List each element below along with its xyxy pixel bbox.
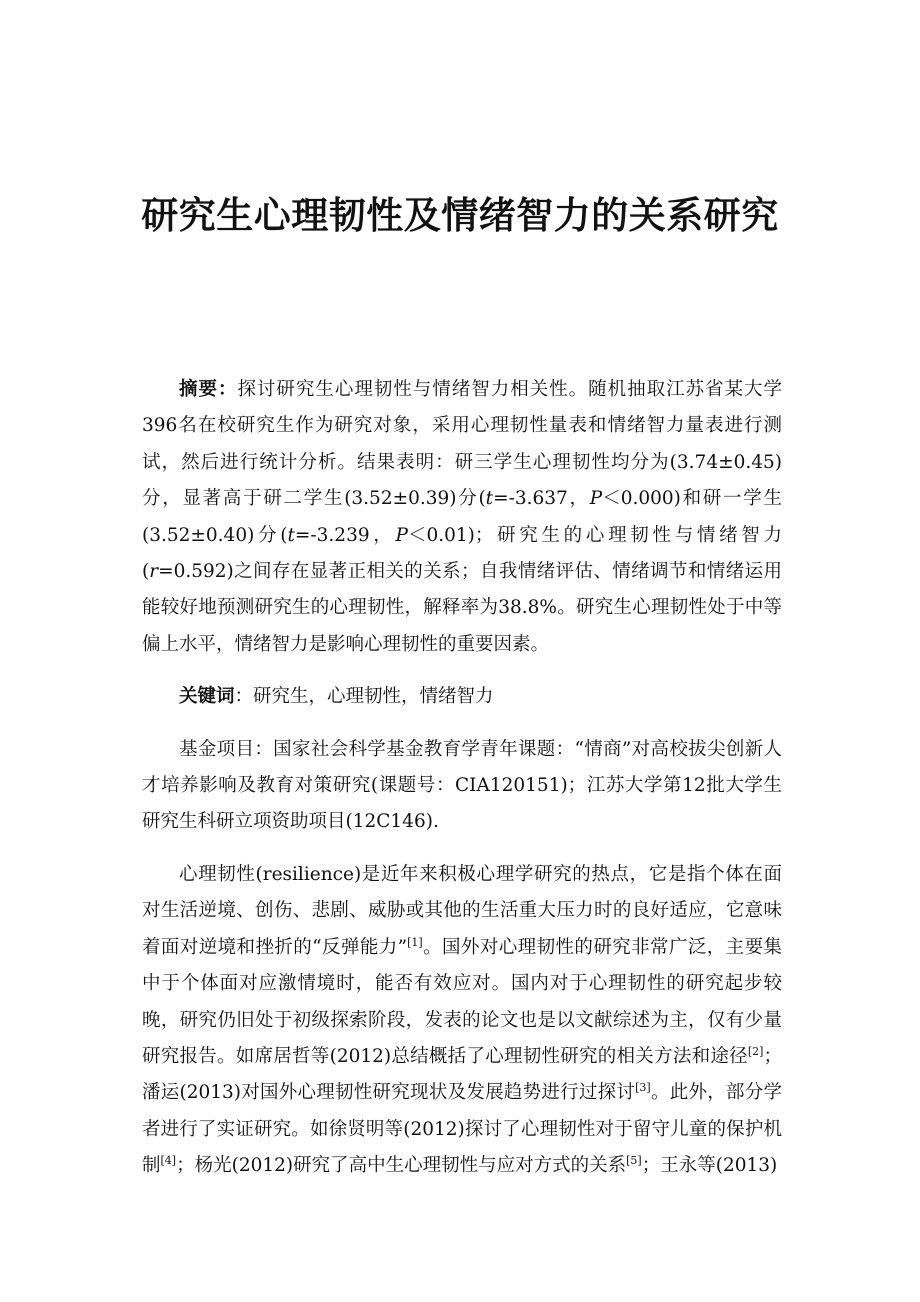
intro-text: ；潘运(2013)对国外心理韧性研究现状及发展趋势进行过探讨 bbox=[142, 1045, 782, 1104]
citation-ref: [3] bbox=[635, 1081, 651, 1095]
funding-paragraph: 基金项目：国家社会科学基金教育学青年课题：“情商”对高校拔尖创新人才培养影响及教育对策研究(课题号：CIA120151)；江苏大学第12批大学生研究生科研立项资助项目(12C146). bbox=[142, 738, 782, 833]
citation-ref: [5] bbox=[626, 1154, 642, 1168]
stat-symbol: P bbox=[395, 524, 408, 546]
keywords-paragraph bbox=[142, 679, 782, 715]
intro-text: ；杨光(2012)研究了高中生心理韧性与应对方式的关系 bbox=[176, 1155, 627, 1177]
abstract-paragraph bbox=[142, 372, 782, 663]
intro-text: 心理韧性(resilience)是近年来积极心理学研究的热点，它是指个体在面对生活逆境、创伤、悲剧、威胁或其他的生活重大压力时的良好适应，它意味着面对逆境和挫折的“反弹能力” bbox=[142, 863, 782, 958]
keywords-label: 关键词 bbox=[179, 686, 235, 708]
intro-paragraph bbox=[142, 857, 782, 1185]
citation-ref: [4] bbox=[160, 1154, 177, 1168]
intro-text: 。国外对心理韧性的研究非常广泛，主要集中于个体面对应激情境时，能否有效应对。国内对于心理韧性的研究起步较晚，研究仍旧处于初级探索阶段，发表的论文也是以文献综述为主，仅有少量研究报告。如席居哲等(2012)总结概括了心理韧性研究的相关方法和途径 bbox=[142, 936, 782, 1067]
document-body bbox=[142, 372, 782, 1201]
abstract-text: ＜0.01)；研究生的心理韧性与情绪智力( bbox=[142, 524, 782, 583]
abstract-label: 摘要： bbox=[179, 379, 238, 400]
stat-symbol: r bbox=[149, 561, 159, 583]
paper-title: 研究生心理韧性及情绪智力的关系研究 bbox=[141, 193, 779, 237]
intro-text: 。此外，部分学者进行了实证研究。如徐贤明等(2012)探讨了心理韧性对于留守儿童的保护机制 bbox=[142, 1082, 782, 1177]
stat-symbol: P bbox=[589, 488, 603, 510]
citation-ref: [2] bbox=[747, 1044, 764, 1058]
abstract-text: =0.592)之间存在显著正相关的关系；自我情绪评估、情绪调节和情绪运用能较好地预测研究生的心理韧性，解释率为38.8%。研究生心理韧性处于中等偏上水平，情绪智力是影响心理韧性的重要因素。 bbox=[142, 561, 782, 655]
abstract-text: 探讨研究生心理韧性与情绪智力相关性。随机抽取江苏省某大学396名在校研究生作为研究对象，采用心理韧性量表和情绪智力量表进行测试，然后进行统计分析。结果表明：研三学生心理韧性均分为(3.74±0.45)分，显著高于研二学生(3.52±0.39)分( bbox=[142, 379, 782, 510]
stat-symbol: t bbox=[485, 488, 494, 510]
keywords-text: ：研究生，心理韧性，情绪智力 bbox=[234, 686, 494, 708]
intro-text: ；王永等(2013) bbox=[641, 1155, 778, 1177]
abstract-text: =-3.637， bbox=[493, 488, 590, 510]
abstract-text: =-3.239， bbox=[294, 524, 396, 546]
citation-ref: [1] bbox=[407, 935, 423, 949]
stat-symbol: t bbox=[287, 524, 295, 546]
abstract-text: ＜0.000)和研一学生(3.52±0.40)分( bbox=[142, 488, 782, 546]
